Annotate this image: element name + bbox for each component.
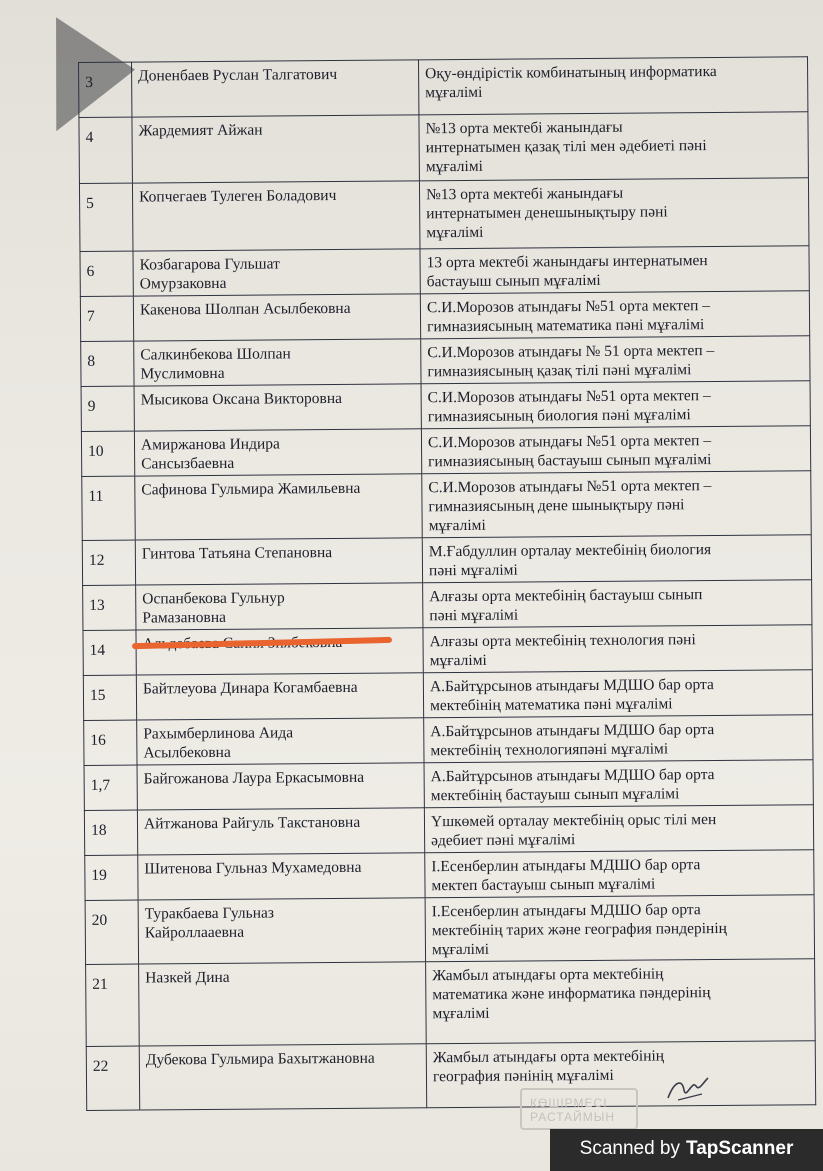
teacher-position-line: мұғалімі bbox=[425, 83, 483, 102]
teacher-name-line: Козбагарова Гульшат bbox=[139, 255, 280, 274]
teacher-position-line: С.И.Морозов атындағы №51 орта мектеп – bbox=[427, 432, 712, 452]
table-row bbox=[79, 57, 808, 118]
teachers-table bbox=[78, 56, 816, 1111]
teacher-name bbox=[136, 583, 423, 630]
teacher-position-line: пәні мұғалімі bbox=[429, 606, 519, 625]
teacher-position-line: пәні мұғалімі bbox=[428, 561, 518, 580]
teacher-position-line: мұғалімі bbox=[432, 1004, 490, 1023]
teacher-name-line: Муслимовна bbox=[140, 364, 225, 383]
row-number: 21 bbox=[86, 964, 140, 1046]
teacher-name bbox=[139, 1044, 426, 1110]
teacher-position bbox=[425, 895, 814, 962]
row-number: 3 bbox=[79, 62, 132, 117]
row-number: 14 bbox=[83, 630, 136, 675]
table-row bbox=[81, 381, 810, 432]
table-row bbox=[83, 670, 812, 721]
row-number: 19 bbox=[85, 855, 138, 900]
teacher-position-line: Жамбыл атындағы орта мектебінің bbox=[432, 965, 664, 985]
teacher-name-line: Туракбаева Гульназ bbox=[144, 904, 275, 923]
teacher-position-line: гимназиясының математика пәні мұғалімі bbox=[427, 316, 705, 336]
teacher-name-line: Айтжанова Райгуль Такстановна bbox=[143, 813, 361, 833]
teacher-position-line: гимназиясының биология пәні мұғалімі bbox=[427, 406, 691, 426]
teacher-position-line: А.Байтұрсынов атындағы МДШО бар орта bbox=[430, 721, 715, 741]
row-number: 8 bbox=[81, 341, 134, 386]
teacher-name-line: Мысикова Оксана Викторовна bbox=[140, 389, 343, 409]
row-number: 22 bbox=[86, 1046, 140, 1110]
teacher-position bbox=[422, 471, 811, 538]
teacher-name bbox=[135, 538, 422, 585]
teacher-position-line: математика және информатика пәндерінің bbox=[432, 984, 711, 1004]
table-row bbox=[84, 760, 813, 811]
teacher-position bbox=[422, 535, 811, 583]
teacher-position-line: Алғазы орта мектебінің технология пәні bbox=[429, 631, 696, 651]
teacher-position-line: 13 орта мектебі жанындағы интернатымен bbox=[426, 252, 708, 272]
teacher-name-line: Оспанбекова Гульнур bbox=[142, 589, 285, 608]
teacher-name bbox=[134, 429, 421, 476]
teacher-name-line: Копчегаев Тулеген Боладович bbox=[138, 186, 337, 206]
teacher-name bbox=[133, 294, 420, 341]
row-number: 15 bbox=[83, 675, 136, 720]
teacher-name bbox=[134, 384, 421, 431]
teacher-name bbox=[137, 718, 424, 765]
teacher-name-line: Гинтова Татьяна Степановна bbox=[141, 544, 333, 563]
teacher-name-line: Дубекова Гульмира Бахытжановна bbox=[145, 1049, 375, 1069]
scanner-watermark-badge bbox=[550, 1129, 823, 1171]
teacher-name-line: Омурзаковна bbox=[139, 274, 227, 293]
teacher-position-line: мектебінің математика пәні мұғалімі bbox=[430, 695, 673, 715]
teacher-position-line: І.Есенберлин атындағы МДШО бар орта bbox=[431, 901, 701, 921]
teacher-position-line: мұғалімі bbox=[428, 516, 486, 535]
teacher-name-line: Байтлеуова Динара Когамбаевна bbox=[142, 678, 358, 698]
teacher-position-line: интернатымен денешынықтыру пәні bbox=[426, 203, 668, 223]
teacher-position bbox=[421, 426, 810, 474]
teacher-name-line: Рахымберлинова Аида bbox=[143, 724, 294, 743]
table-row bbox=[85, 895, 814, 965]
teacher-position bbox=[426, 959, 816, 1044]
teacher-position-line: №13 орта мектебі жанындағы bbox=[425, 184, 624, 204]
teacher-position-line: А.Байтұрсынов атындағы МДШО бар орта bbox=[430, 766, 715, 786]
teacher-name bbox=[137, 763, 424, 810]
row-number: 9 bbox=[81, 386, 134, 431]
teacher-name-line: Назкей Дина bbox=[145, 968, 230, 987]
teacher-name bbox=[135, 474, 422, 540]
teacher-name-line: Доненбаев Руслан Талгатович bbox=[138, 65, 338, 85]
teacher-name bbox=[134, 339, 421, 386]
teacher-position-line: Алғазы орта мектебінің бастауыш сынып bbox=[429, 586, 703, 606]
teacher-position-line: гимназиясының бастауыш сынып мұғалімі bbox=[428, 451, 712, 471]
teachers-table-wrapper bbox=[78, 56, 816, 1111]
teacher-position-line: мектебінің бастауыш сынып мұғалімі bbox=[430, 785, 680, 805]
teacher-position bbox=[421, 381, 810, 429]
table-row bbox=[80, 246, 809, 297]
row-number: 12 bbox=[82, 540, 135, 585]
teacher-name bbox=[132, 115, 420, 183]
teacher-position-line: мұғалімі bbox=[426, 223, 484, 242]
row-number: 20 bbox=[85, 900, 139, 964]
row-number: 4 bbox=[79, 117, 133, 183]
table-row bbox=[82, 471, 811, 541]
teacher-name bbox=[136, 628, 423, 675]
row-number: 7 bbox=[80, 296, 133, 341]
teacher-position-line: интернатымен қазақ тілі мен әдебиеті пәні bbox=[425, 137, 707, 157]
scanner-prefix: Scanned by bbox=[579, 1138, 680, 1159]
teacher-position-line: С.И.Морозов атындағы № 51 орта мектеп – bbox=[427, 342, 715, 362]
table-row bbox=[79, 178, 809, 252]
faded-stamp bbox=[520, 1088, 638, 1130]
teacher-name-line: Жардемият Айжан bbox=[138, 121, 263, 140]
teacher-name-line: Какенова Шолпан Асылбековна bbox=[139, 299, 351, 319]
teacher-position bbox=[420, 246, 809, 294]
table-row bbox=[83, 580, 812, 631]
signature-scribble bbox=[664, 1072, 714, 1106]
teacher-position-line: Үшкөмей орталау мектебінің орыс тілі мен bbox=[430, 811, 717, 831]
teacher-position-line: С.И.Морозов атындағы №51 орта мектеп – bbox=[426, 297, 711, 317]
teacher-position-line: мектеп бастауыш сынып мұғалімі bbox=[431, 875, 656, 895]
table-row bbox=[81, 426, 810, 477]
teacher-position bbox=[424, 805, 813, 853]
teacher-position bbox=[425, 850, 814, 898]
table-row bbox=[82, 535, 811, 586]
teacher-position bbox=[419, 178, 809, 249]
table-row bbox=[85, 850, 814, 901]
teacher-position-line: мұғалімі bbox=[431, 940, 490, 959]
teacher-position-line: С.И.Морозов атындағы №51 орта мектеп – bbox=[428, 477, 712, 497]
teacher-name bbox=[139, 962, 427, 1046]
row-number: 18 bbox=[84, 810, 137, 855]
teacher-position bbox=[420, 291, 809, 339]
table-row bbox=[80, 291, 809, 342]
teacher-name-line: Кайроллааевна bbox=[144, 923, 245, 942]
teacher-position-line: мектебінің технологияпәні мұғалімі bbox=[430, 740, 669, 760]
teacher-position bbox=[424, 715, 813, 763]
table-row bbox=[86, 959, 816, 1047]
teacher-name bbox=[132, 181, 420, 251]
teacher-position bbox=[424, 760, 813, 808]
row-number: 10 bbox=[81, 431, 134, 476]
teacher-position bbox=[423, 625, 812, 673]
teacher-position-line: гимназиясының қазақ тілі пәні мұғалімі bbox=[427, 361, 692, 381]
teacher-position-line: Жамбыл атындағы орта мектебінің bbox=[432, 1047, 665, 1067]
teacher-name bbox=[132, 60, 419, 117]
teacher-position-line: бастауыш сынып мұғалімі bbox=[426, 271, 601, 291]
teacher-name-line: Амиржанова Индира bbox=[140, 435, 280, 454]
table-row bbox=[83, 625, 812, 676]
teacher-name bbox=[133, 249, 420, 296]
teacher-position-line: әдебиет пәні мұғалімі bbox=[431, 831, 576, 850]
scanner-brand: TapScanner bbox=[686, 1138, 794, 1159]
stamp-line-1: КӨШІРМЕСІ bbox=[530, 1096, 608, 1110]
teacher-name bbox=[137, 808, 424, 855]
teacher-position bbox=[419, 112, 809, 181]
row-number: 1,7 bbox=[84, 765, 137, 810]
table-row bbox=[84, 715, 813, 766]
row-number: 5 bbox=[79, 183, 133, 251]
teacher-name-line: Асылбековна bbox=[143, 743, 231, 762]
teacher-position-line: география пәнінің мұғалімі bbox=[432, 1066, 614, 1086]
teachers-table-body bbox=[79, 57, 816, 1111]
table-row bbox=[81, 336, 810, 387]
teacher-position bbox=[423, 580, 812, 628]
row-number: 11 bbox=[82, 476, 136, 540]
teacher-position-line: А.Байтұрсынов атындағы МДШО бар орта bbox=[429, 676, 714, 696]
teacher-position-line: гимназиясының дене шынықтыру пәні bbox=[428, 496, 685, 516]
teacher-name-line: Рамазановна bbox=[142, 608, 227, 627]
teacher-position-line: №13 орта мектебі жанындағы bbox=[425, 118, 623, 138]
stamp-line-2: РАСТАЙМЫН bbox=[530, 1110, 616, 1124]
teacher-position-line: М.Ғабдуллин орталау мектебінің биология bbox=[428, 541, 712, 561]
row-number: 6 bbox=[80, 251, 133, 296]
teacher-name-line: Салкинбекова Шолпан bbox=[140, 345, 291, 364]
teacher-position-line: мектебінің тарих және география пәндерінің bbox=[431, 919, 727, 940]
teacher-position-line: мұғалімі bbox=[429, 651, 487, 670]
table-row bbox=[79, 112, 808, 184]
teacher-position-line: мұғалімі bbox=[425, 157, 483, 176]
teacher-position-line: І.Есенберлин атындағы МДШО бар орта bbox=[431, 856, 701, 876]
teacher-name-line: Шитенова Гульназ Мухамедовна bbox=[144, 858, 362, 878]
teacher-position bbox=[418, 57, 807, 115]
teacher-name bbox=[138, 898, 425, 964]
teacher-position bbox=[423, 670, 812, 718]
row-number: 13 bbox=[83, 585, 136, 630]
teacher-name-line: Сансызбаевна bbox=[141, 454, 235, 473]
teacher-name bbox=[136, 673, 423, 720]
teacher-position-line: Оқу-өндірістік комбинатының информатика bbox=[425, 62, 717, 83]
table-row bbox=[84, 805, 813, 856]
teacher-position bbox=[421, 336, 810, 384]
teacher-position-line: С.И.Морозов атындағы №51 орта мектеп – bbox=[427, 387, 711, 407]
teacher-name-line: Сафинова Гульмира Жамильевна bbox=[141, 479, 361, 499]
row-number: 16 bbox=[84, 720, 137, 765]
teacher-name bbox=[138, 853, 425, 900]
teacher-name-line: Байгожанова Лаура Еркасымовна bbox=[143, 768, 365, 788]
